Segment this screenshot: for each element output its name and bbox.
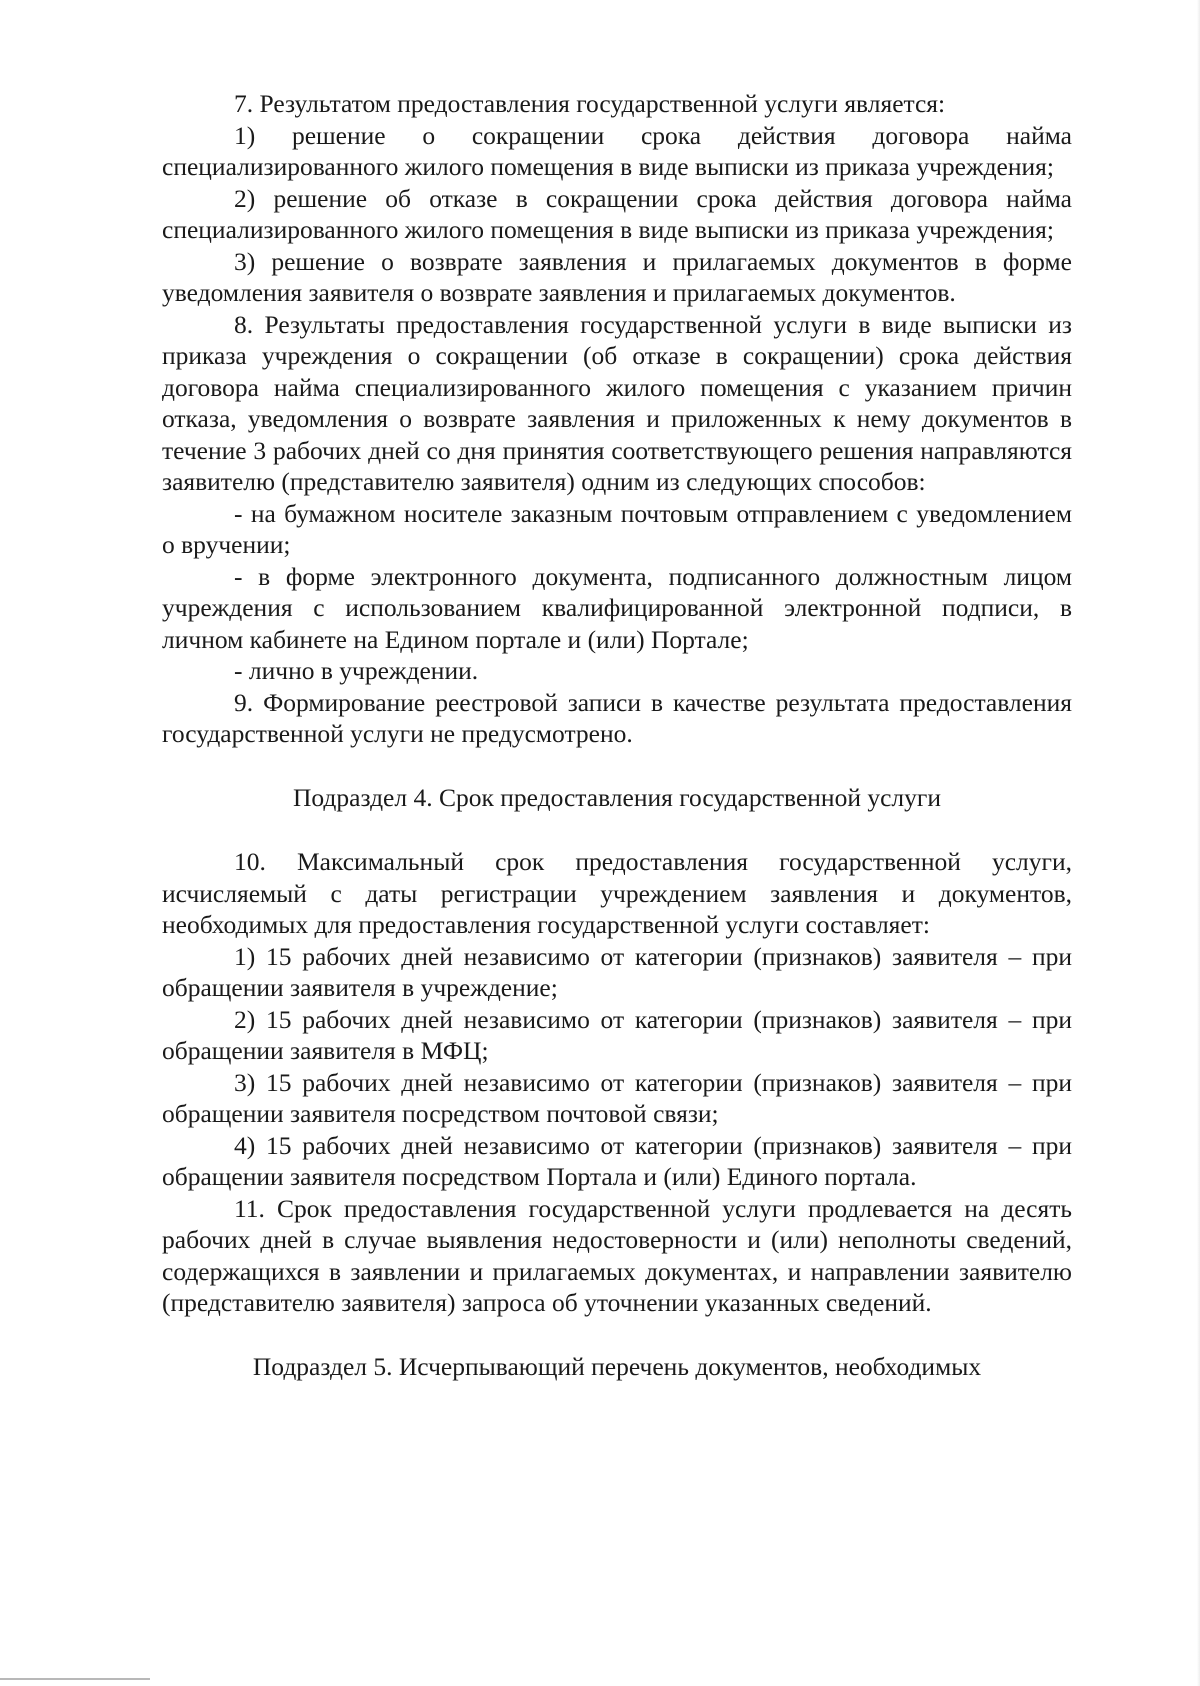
spacer <box>162 813 1072 846</box>
paragraph-8-method-paper: - на бумажном носителе заказным почтовым отправлением с уведомлением о вручении; <box>162 498 1072 559</box>
paragraph-11: 11. Срок предоставления государственной услуги продлевается на десять рабочих дней в случае выявления недостоверности и (или) неполноты сведений, содержащихся в заявлении и прилагаемых документах, и направлении заявителю (представителю заявителя) запроса об уточнении указанных сведений. <box>162 1193 1072 1317</box>
section-4-heading: Подраздел 4. Срок предоставления государственной услуги <box>293 782 941 812</box>
paragraph-10-item-3: 3) 15 рабочих дней независимо от категории (признаков) заявителя – при обращении заявителя посредством почтовой связи; <box>162 1067 1072 1128</box>
spacer <box>162 750 1072 782</box>
scan-bottom-mark <box>0 1678 150 1680</box>
document-page <box>162 88 1072 1382</box>
paragraph-7-item-1: 1) решение о сокращении срока действия договора найма специализированного жилого помещения в виде выписки из приказа учреждения; <box>162 120 1072 181</box>
paragraph-9: 9. Формирование реестровой записи в качестве результата предоставления государственной услуги не предусмотрено. <box>162 687 1072 748</box>
section-5-heading: Подраздел 5. Исчерпывающий перечень документов, необходимых <box>252 1351 982 1381</box>
paragraph-7-item-2: 2) решение об отказе в сокращении срока действия договора найма специализированного жилого помещения в виде выписки из приказа учреждения; <box>162 183 1072 244</box>
spacer <box>162 1319 1072 1351</box>
paragraph-7: 7. Результатом предоставления государственной услуги является: <box>234 89 946 118</box>
paragraph-7-item-3: 3) решение о возврате заявления и прилагаемых документов в форме уведомления заявителя о возврате заявления и прилагаемых документов. <box>162 246 1072 307</box>
paragraph-8-method-in-person: - лично в учреждении. <box>234 656 479 685</box>
paragraph-8: 8. Результаты предоставления государственной услуги в виде выписки из приказа учреждения о сокращении (об отказе в сокращении) срока действия договора найма специализированного жилого помещения с указанием причин отказа, уведомления о возврате заявления и приложенных к нему документов в течение 3 рабочих дней со дня принятия соответствующего решения направляются заявителю (представителю заявителя) одним из следующих способов: <box>162 309 1072 496</box>
paragraph-8-method-electronic: - в форме электронного документа, подписанного должностным лицом учреждения с использованием квалифицированной электронной подписи, в личном кабинете на Едином портале и (или) Портале; <box>162 561 1072 654</box>
paragraph-10-item-4: 4) 15 рабочих дней независимо от категории (признаков) заявителя – при обращении заявителя посредством Портала и (или) Единого портала. <box>162 1130 1072 1191</box>
paragraph-10-item-2: 2) 15 рабочих дней независимо от категории (признаков) заявителя – при обращении заявителя в МФЦ; <box>162 1004 1072 1065</box>
paragraph-10-item-1: 1) 15 рабочих дней независимо от категории (признаков) заявителя – при обращении заявителя в учреждение; <box>162 941 1072 1002</box>
paragraph-10: 10. Максимальный срок предоставления государственной услуги, исчисляемый с даты регистрации учреждением заявления и документов, необходимых для предоставления государственной услуги составляет: <box>162 847 1072 939</box>
